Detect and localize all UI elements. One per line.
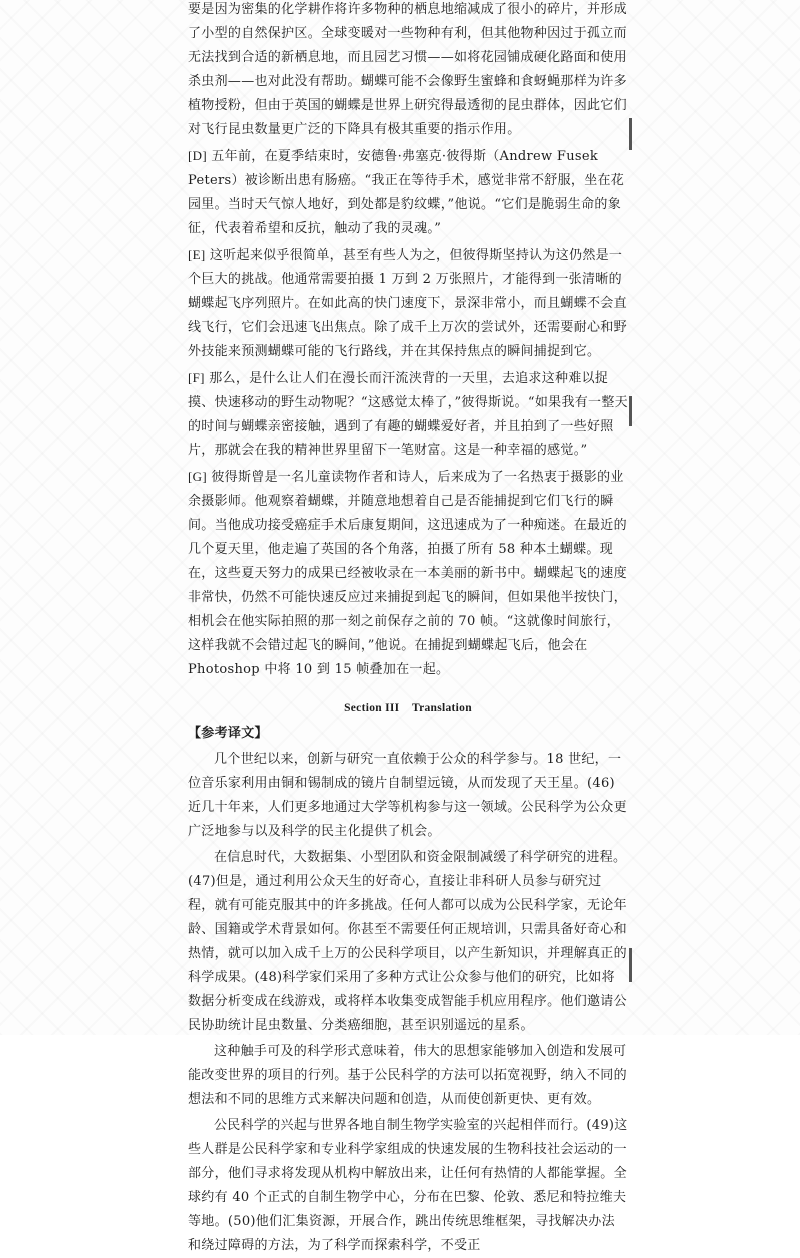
paragraph-marker: [D]	[188, 148, 207, 163]
paragraph-text: 那么，是什么让人们在漫长而汗流浃背的一天里，去追求这种难以捉摸、快速移动的野生动物呢？“这感觉太棒了，”彼得斯说。“如果我有一整天的时间与蝴蝶亲密接触，遇到了有趣的蝴蝶爱好者，并且拍到了一些好照片，那就会在我的精神世界里留下一笔财富。这是一种幸福的感觉。”	[188, 371, 628, 458]
scrollbar-marker	[629, 118, 632, 150]
translation-paragraph: 在信息时代，大数据集、小型团队和资金限制减缓了科学研究的进程。(47)但是，通过利用公众天生的好奇心，直接让非科研人员参与研究过程，就有可能克服其中的许多挑战。任何人都可以成为公民科学家，无论年龄、国籍或学术背景如何。你甚至不需要任何正规培训，只需具备好奇心和热情，就可以加入成千上万的公民科学项目，以产生新知识，并理解真正的科学成果。(48)科学家们采用了多种方式让公众参与他们的研究，比如将数据分析变成在线游戏，或将样本收集变成智能手机应用程序。他们邀请公民协助统计昆虫数量、分类癌细胞，甚至识别遥远的星系。	[188, 850, 627, 1033]
reading-paragraph-d	[188, 144, 628, 241]
translation-paragraph: 这种触手可及的科学形式意味着，伟大的思想家能够加入创造和发展可能改变世界的项目的行列。基于公民科学的方法可以拓宽视野，纳入不同的想法和不同的思维方式来解决问题和创造，从而使创新更快、更有效。	[188, 1044, 627, 1107]
reading-passage-intro: 要是因为密集的化学耕作将许多物种的栖息地缩减成了很小的碎片，并形成了小型的自然保护区。全球变暖对一些物种有利，但其他物种因过于孤立而无法找到合适的新栖息地，而且园艺习惯——如将花园铺成硬化路面和使用杀虫剂——也对此没有帮助。蝴蝶可能不会像野生蜜蜂和食蚜蝇那样为许多植物授粉，但由于英国的蝴蝶是世界上研究得最透彻的昆虫群体，因此它们对飞行昆虫数量更广泛的下降具有极其重要的指示作用。	[188, 2, 627, 137]
scrollbar-marker	[629, 948, 632, 982]
reference-translation-label: 【参考译文】	[188, 726, 268, 741]
paragraph-marker: [E]	[188, 247, 206, 262]
reading-paragraph-e	[188, 243, 628, 364]
reading-paragraph-g	[188, 465, 628, 682]
paragraph-text: 这听起来似乎很简单，甚至有些人为之，但彼得斯坚持认为这仍然是一个巨大的挑战。他通常需要拍摄 1 万到 2 万张照片，才能得到一张清晰的蝴蝶起飞序列照片。在如此高的快门速度下，景深非常小，而且蝴蝶不会直线飞行，它们会迅速飞出焦点。除了成千上万次的尝试外，还需要耐心和野外技能来预测蝴蝶可能的飞行路线，并在其保持焦点的瞬间捕捉到它。	[188, 248, 627, 359]
translation-paragraph: 几个世纪以来，创新与研究一直依赖于公众的科学参与。18 世纪，一位音乐家利用由铜和锡制成的镜片自制望远镜，从而发现了天王星。(46)近几十年来，人们更多地通过大学等机构参与这一领域。公民科学为公众更广泛地参与以及科学的民主化提供了机会。	[188, 752, 627, 839]
paragraph-text: 彼得斯曾是一名儿童读物作者和诗人，后来成为了一名热衷于摄影的业余摄影师。他观察着蝴蝶，并随意地想着自己是否能捕捉到它们飞行的瞬间。当他成功接受癌症手术后康复期间，这迅速成为了一种痴迷。在最近的几个夏天里，他走遍了英国的各个角落，拍摄了所有 58 种本土蝴蝶。现在，这些夏天努力的成果已经被收录在一本美丽的新书中。蝴蝶起飞的速度非常快，仍然不可能快速反应过来捕捉到起飞的瞬间，但如果他半按快门，相机会在他实际拍照的那一刻之前保存之前的 70 帧。“这就像时间旅行，这样我就不会错过起飞的瞬间，”他说。在捕捉到蝴蝶起飞后，他会在 Photoshop 中将 10 到 15 帧叠加在一起。	[188, 470, 627, 677]
paragraph-marker: [F]	[188, 370, 205, 385]
paragraph-marker: [G]	[188, 469, 207, 484]
document-body	[188, 0, 628, 1258]
section-heading: Section III Translation	[344, 702, 472, 714]
scrollbar-marker	[629, 396, 632, 426]
reading-paragraph-f	[188, 366, 628, 463]
translation-paragraph: 公民科学的兴起与世界各地自制生物学实验室的兴起相伴而行。(49)这些人群是公民科学家和专业科学家组成的快速发展的生物科技社会运动的一部分，他们寻求将发现从机构中解放出来，让任何有热情的人都能掌握。全球约有 40 个正式的自制生物学中心，分布在巴黎、伦敦、悉尼和特拉维夫等地。(50)他们汇集资源，开展合作，跳出传统思维框架，寻找解决办法和绕过障碍的方法，为了科学而探索科学，不受正	[188, 1118, 628, 1253]
paragraph-text: 五年前，在夏季结束时，安德鲁·弗塞克·彼得斯（Andrew Fusek Peters）被诊断出患有肠癌。“我正在等待手术，感觉非常不舒服，坐在花园里。当时天气惊人地好，到处都是豹纹蝶，”他说。“它们是脆弱生命的象征，代表着希望和反抗，触动了我的灵魂。”	[188, 149, 625, 236]
